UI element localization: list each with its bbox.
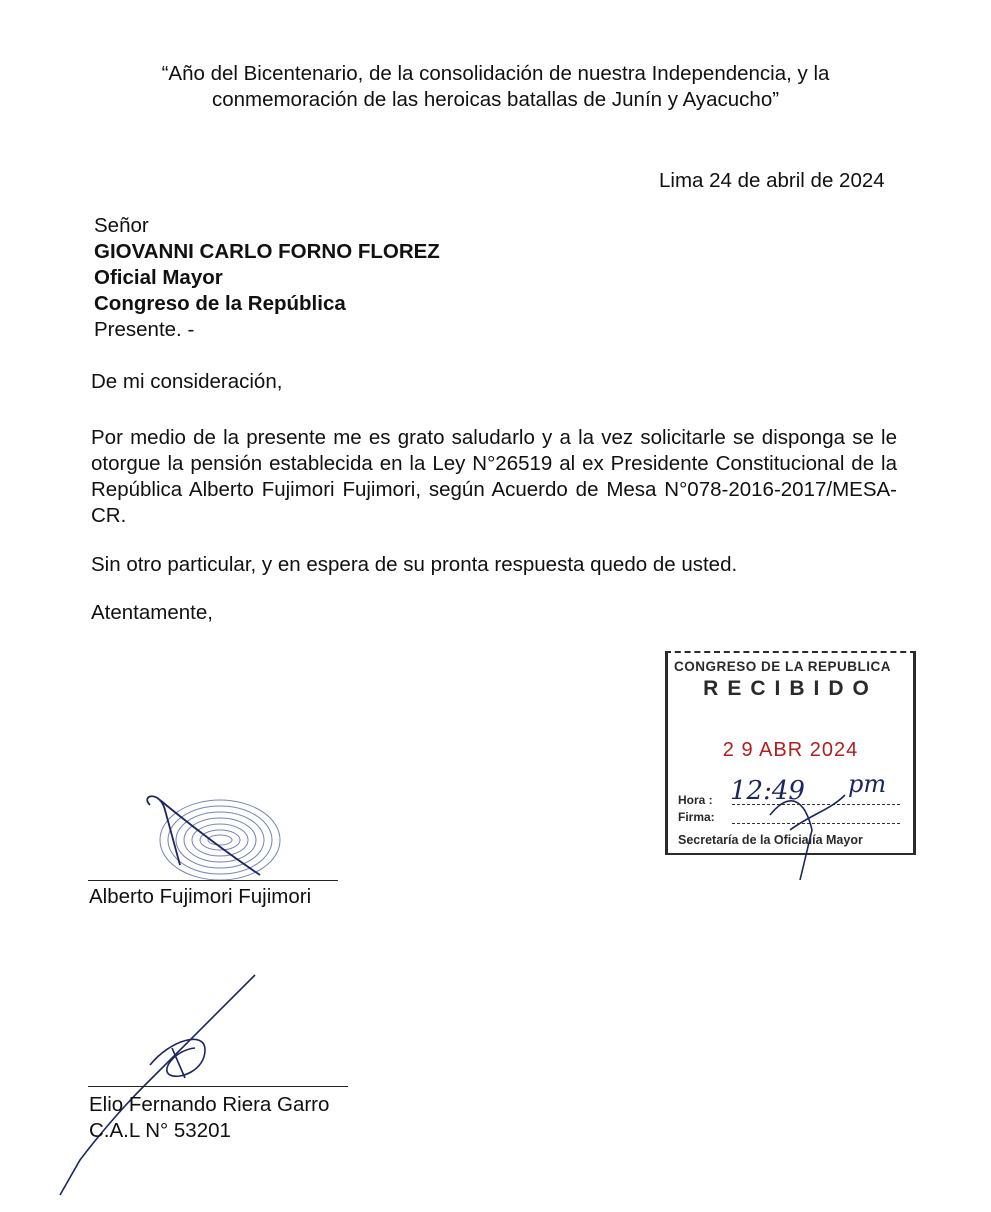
stamp-handwritten-time: 12:49 (730, 776, 805, 806)
stamp-status: RECIBIDO (703, 677, 878, 700)
recipient-institution: Congreso de la República (94, 292, 346, 315)
signatory-1-name: Alberto Fujimori Fujimori (89, 885, 312, 908)
stamp-institution: CONGRESO DE LA REPUBLICA (674, 659, 892, 674)
motto-line-2: conmemoración de las heroicas batallas de Junín y Ayacucho” (211, 88, 780, 111)
stamp-handwritten-pm: pm (848, 770, 887, 798)
recipient-presente: Presente. - (94, 318, 195, 341)
recipient-title: Oficial Mayor (94, 266, 223, 289)
signatory-2-registration: C.A.L N° 53201 (89, 1119, 231, 1142)
letter-date: Lima 24 de abril de 2024 (659, 169, 885, 192)
motto-line-1: “Año del Bicentenario, de la consolidación de nuestra Independencia, y la (161, 62, 830, 85)
signatory-2-name: Elio Fernando Riera Garro (89, 1093, 330, 1116)
closing: Atentamente, (91, 601, 213, 624)
stamp-date: 2 9 ABR 2024 (722, 739, 859, 761)
stamp-firma-label: Firma: (678, 810, 715, 824)
body-paragraph-2: Sin otro particular, y en espera de su pronta respuesta quedo de usted. (91, 553, 738, 576)
stamp-office: Secretaría de la Oficialía Mayor (678, 833, 863, 847)
greeting: De mi consideración, (91, 370, 283, 393)
recipient-salutation: Señor (94, 214, 149, 237)
stamp-hora-label: Hora : (678, 793, 713, 807)
recipient-name: GIOVANNI CARLO FORNO FLOREZ (94, 240, 440, 263)
signature-line-2 (88, 1086, 348, 1087)
body-paragraph-1: Por medio de la presente me es grato saludarlo y a la vez solicitarle se disponga se le otorgue la pensión establecida en la Ley N°26519 al ex Presidente Constitucional de la República Alberto Fujimori Fujimori, según Acuerdo de Mesa N°078-2016-2017/MESA-CR. (91, 426, 897, 527)
